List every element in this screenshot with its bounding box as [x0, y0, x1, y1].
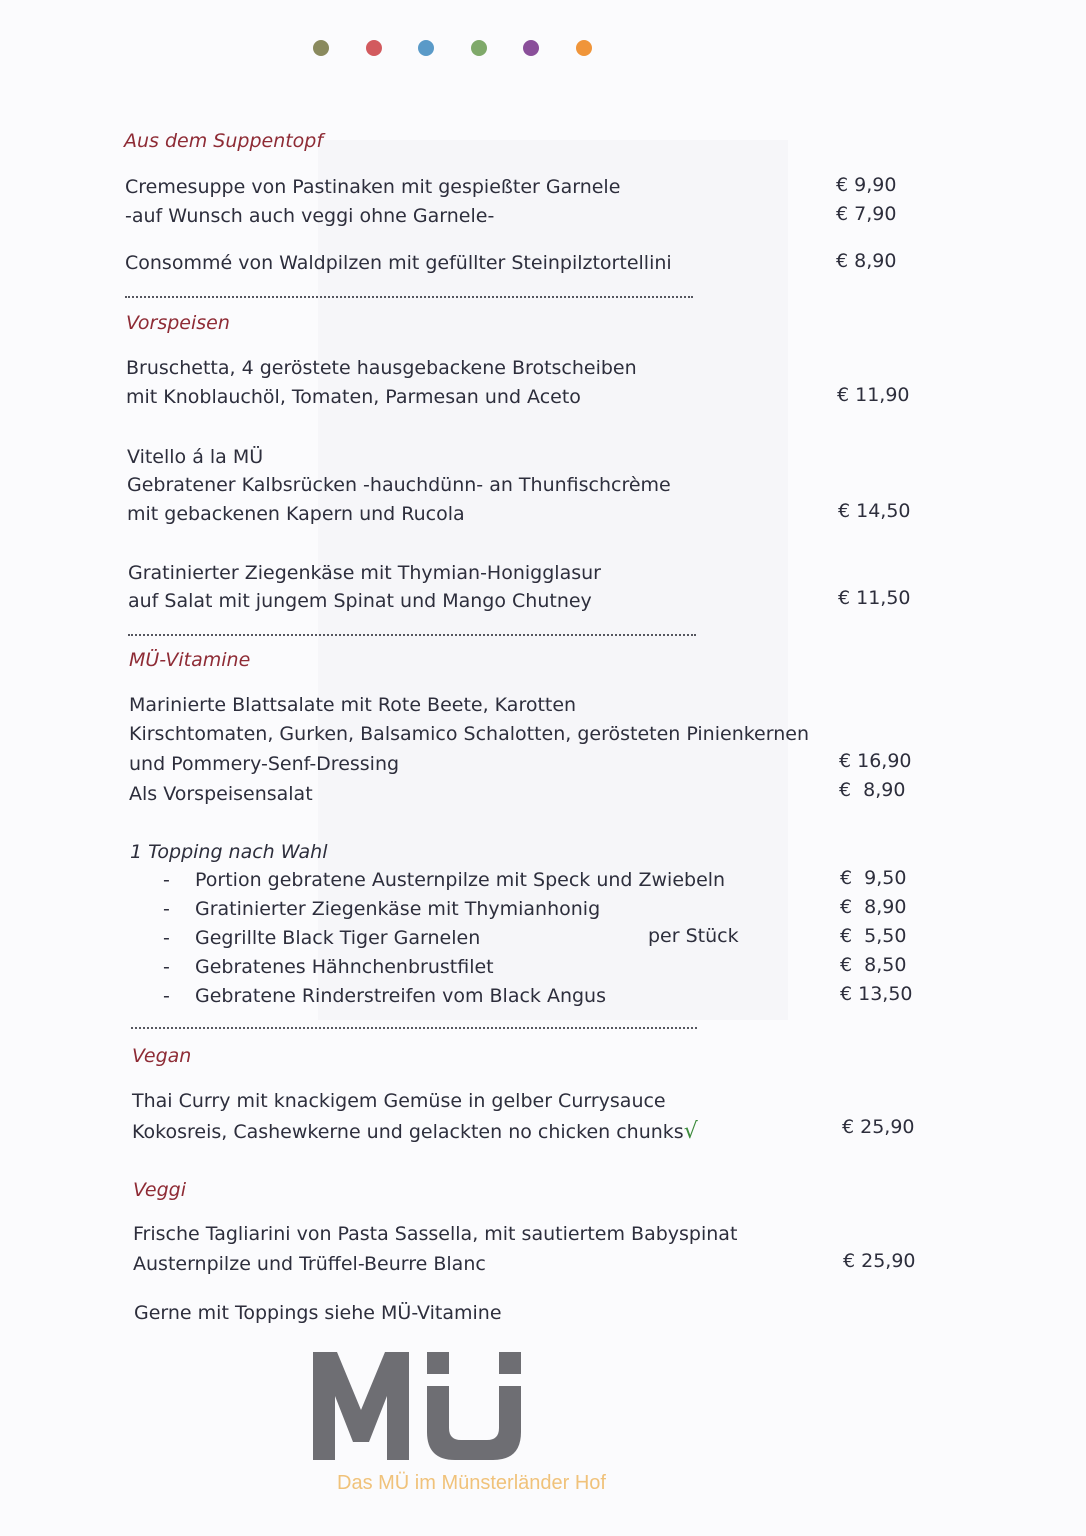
dotted-separator: [125, 296, 693, 298]
price-curry: € 25,90: [842, 1116, 915, 1138]
price-veggi-option: € 7,90: [836, 203, 897, 225]
dot-red: [366, 40, 382, 56]
dot-blue: [418, 40, 434, 56]
topping-row: [163, 985, 606, 1007]
menu-item-vitello-line1: Vitello á la MÜ: [127, 446, 264, 468]
topping-dash: -: [163, 956, 170, 978]
topping-row: [163, 956, 494, 978]
section-title-suppen: Aus dem Suppentopf: [124, 130, 324, 152]
topping-text: Gebratene Rinderstreifen vom Black Angus: [195, 985, 606, 1007]
menu-item-vitello-line2: Gebratener Kalbsrücken -hauchdünn- an Thunfischcrème: [127, 474, 671, 496]
topping-row: [163, 869, 725, 891]
menu-item-ziegenkaese-line2: auf Salat mit jungem Spinat und Mango Chutney: [128, 590, 592, 612]
section-title-vegan: Vegan: [132, 1045, 192, 1067]
menu-item-vitello-line3: mit gebackenen Kapern und Rucola: [127, 503, 465, 525]
section-title-veggi: Veggi: [133, 1179, 186, 1201]
topping-dash: -: [163, 898, 170, 920]
price-tagliarini: € 25,90: [843, 1250, 916, 1272]
tagline: Das MÜ im Münsterländer Hof: [337, 1472, 606, 1494]
dotted-separator: [128, 634, 696, 636]
topping-price: € 9,50: [840, 867, 907, 889]
price-salat: € 16,90: [839, 750, 912, 772]
toppings-note: Gerne mit Toppings siehe MÜ-Vitamine: [134, 1302, 502, 1324]
topping-price: € 5,50: [840, 925, 907, 947]
menu-item-salat-line2: Kirschtomaten, Gurken, Balsamico Schalotten, gerösteten Pinienkernen: [129, 723, 810, 745]
dot-orange: [576, 40, 592, 56]
menu-item-consomme: Consommé von Waldpilzen mit gefüllter Steinpilztortellini: [125, 252, 672, 274]
topping-price: € 8,50: [840, 954, 907, 976]
price-bruschetta: € 11,90: [837, 384, 910, 406]
menu-item-bruschetta-line2: mit Knoblauchöl, Tomaten, Parmesan und Aceto: [126, 386, 581, 408]
topping-row: [163, 898, 600, 920]
section-title-vorspeisen: Vorspeisen: [126, 312, 230, 334]
menu-item-tagliarini-line2: Austernpilze und Trüffel-Beurre Blanc: [133, 1253, 486, 1275]
topping-title: 1 Topping nach Wahl: [130, 841, 328, 863]
color-dots: [313, 40, 628, 56]
dot-olive: [313, 40, 329, 56]
topping-dash: -: [163, 985, 170, 1007]
topping-text: Gebratenes Hähnchenbrustfilet: [195, 956, 494, 978]
topping-text: Portion gebratene Austernpilze mit Speck und Zwiebeln: [195, 869, 726, 891]
price-ziegenkaese: € 11,50: [838, 587, 911, 609]
price-vitello: € 14,50: [838, 500, 911, 522]
section-title-vitamine: MÜ-Vitamine: [129, 649, 251, 671]
leaf-icon: √: [683, 1119, 698, 1144]
logo-graphic: [313, 1352, 523, 1462]
topping-text: Gegrillte Black Tiger Garnelen: [195, 927, 481, 949]
mu-logo: [313, 1352, 523, 1462]
menu-item-veggi-option: -auf Wunsch auch veggi ohne Garnele-: [125, 205, 495, 227]
price-pastinaken: € 9,90: [836, 174, 897, 196]
menu-item-curry-line2: [132, 1119, 698, 1144]
topping-text: Gratinierter Ziegenkäse mit Thymianhonig: [195, 898, 601, 920]
dot-green: [471, 40, 487, 56]
topping-dash: -: [163, 869, 170, 891]
topping-note: per Stück: [648, 925, 739, 947]
menu-item-ziegenkaese-line1: Gratinierter Ziegenkäse mit Thymian-Honigglasur: [128, 562, 601, 584]
menu-item-salat-line1: Marinierte Blattsalate mit Rote Beete, Karotten: [129, 694, 577, 716]
price-consomme: € 8,90: [836, 250, 897, 272]
topping-dash: -: [163, 927, 170, 949]
dotted-separator: [131, 1027, 697, 1029]
topping-row: [163, 927, 480, 949]
menu-item-tagliarini-line1: Frische Tagliarini von Pasta Sassella, mit sautiertem Babyspinat: [133, 1223, 738, 1245]
curry-text: Kokosreis, Cashewkerne und gelackten no chicken chunks: [132, 1121, 684, 1143]
menu-item-pastinaken: Cremesuppe von Pastinaken mit gespießter Garnele: [125, 176, 621, 198]
price-salat-small: € 8,90: [839, 779, 906, 801]
menu-item-salat-line4: Als Vorspeisensalat: [129, 783, 313, 805]
topping-price: € 13,50: [840, 983, 913, 1005]
dot-purple: [523, 40, 539, 56]
menu-item-salat-line3: und Pommery-Senf-Dressing: [129, 753, 400, 775]
topping-price: € 8,90: [840, 896, 907, 918]
menu-item-bruschetta-line1: Bruschetta, 4 geröstete hausgebackene Brotscheiben: [126, 357, 637, 379]
menu-item-curry-line1: Thai Curry mit knackigem Gemüse in gelber Currysauce: [132, 1090, 666, 1112]
